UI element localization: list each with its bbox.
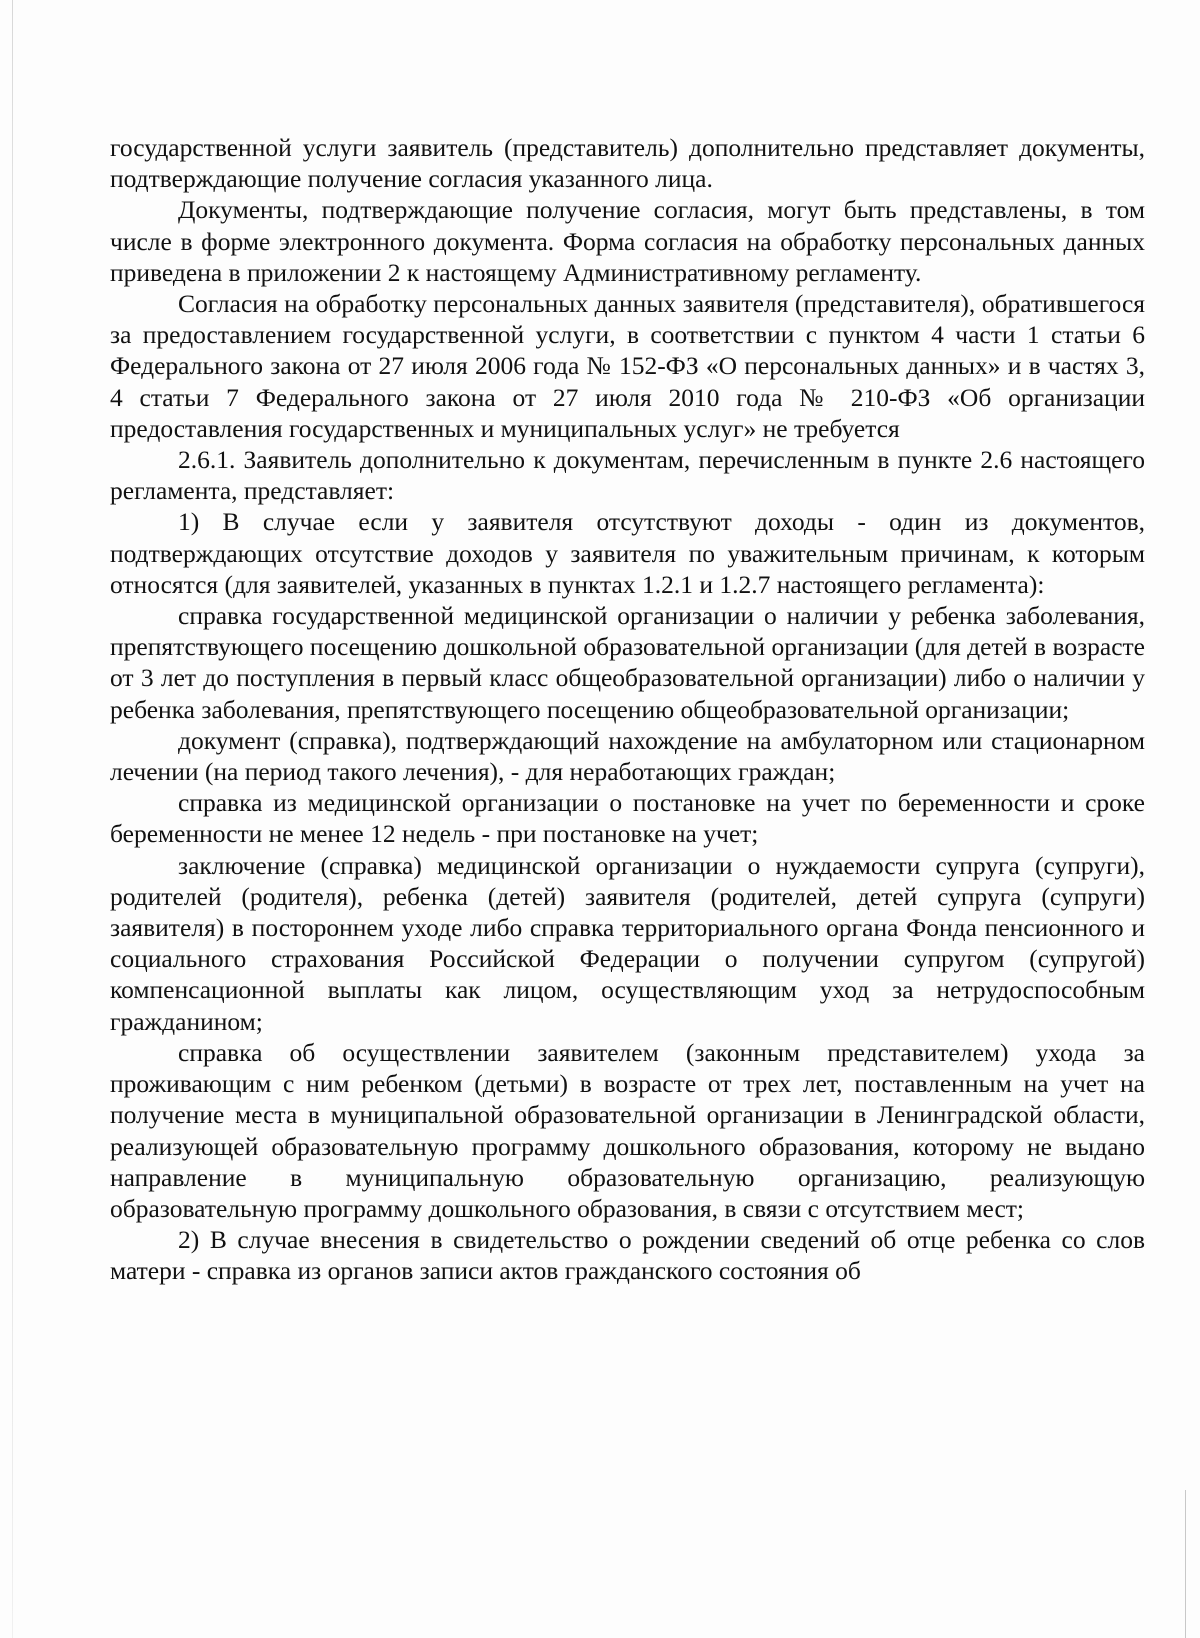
paragraph-pregnancy-certificate: справка из медицинской организации о постановке на учет по беременности и сроке беременности не менее 12 недель - при постановке на учет; [110, 788, 1145, 849]
scan-edge-right [1185, 1490, 1186, 1638]
paragraph-continuation: государственной услуги заявитель (представитель) дополнительно представляет документы, подтверждающие получение согласия указанного лица. [110, 133, 1145, 194]
paragraph-consent-not-required: Согласия на обработку персональных данных заявителя (представителя), обратившегося за предоставлением государственной услуги, в соответствии с пунктом 4 части 1 статьи 6 Федерального закона от 27 июля 2006 года № 152-ФЗ «О персональных данных» и в частях 3, 4 статьи 7 Федерального закона от 27 июля 2010 года № 210-ФЗ «Об организации предоставления государственных и муниципальных услуг» не требуется [110, 289, 1145, 443]
paragraph-item-2: 2) В случае внесения в свидетельство о рождении сведений об отце ребенка со слов матери - справка из органов записи актов гражданского состояния об [110, 1225, 1145, 1286]
document-body [110, 132, 1145, 1287]
paragraph-2-6-1: 2.6.1. Заявитель дополнительно к документам, перечисленным в пункте 2.6 настоящего регламента, представляет: [110, 445, 1145, 506]
paragraph-treatment-document: документ (справка), подтверждающий нахождение на амбулаторном или стационарном лечении (на период такого лечения), - для неработающих граждан; [110, 725, 1145, 787]
paragraph-medical-certificate: справка государственной медицинской организации о наличии у ребенка заболевания, препятствующего посещению дошкольной образовательной организации (для детей в возрасте от 3 лет до поступления в первый класс общеобразовательной организации) либо о наличии у ребенка заболевания, препятствующего посещению общеобразовательной организации; [110, 601, 1145, 724]
paragraph-consent-documents: Документы, подтверждающие получение согласия, могут быть представлены, в том числе в форме электронного документа. Форма согласия на обработку персональных данных приведена в приложении 2 к настоящему Административному регламенту. [110, 195, 1145, 287]
scan-edge-left [12, 0, 13, 1638]
paragraph-care-conclusion: заключение (справка) медицинской организации о нуждаемости супруга (супруги), родителей (родителя), ребенка (детей) заявителя (родителей, детей супруга (супруги) заявителя) в постороннем уходе либо справка территориального органа Фонда пенсионного и социального страхования Российской Федерации о получении супругом (супругой) компенсационной выплаты как лицом, осуществляющим уход за нетрудоспособным гражданином; [110, 850, 1145, 1036]
paragraph-child-care-certificate: справка об осуществлении заявителем (законным представителем) ухода за проживающим с ним ребенком (детьми) в возрасте от трех лет, поставленным на учет на получение места в муниципальной образовательной организации в Ленинградской области, реализующей образовательную программу дошкольного образования, которому не выдано направление в муниципальную образовательную организацию, реализующую образовательную программу дошкольного образования, в связи с отсутствием мест; [110, 1037, 1145, 1223]
paragraph-item-1: 1) В случае если у заявителя отсутствуют доходы - один из документов, подтверждающих отсутствие доходов у заявителя по уважительным причинам, к которым относятся (для заявителей, указанных в пунктах 1.2.1 и 1.2.7 настоящего регламента): [110, 507, 1145, 599]
